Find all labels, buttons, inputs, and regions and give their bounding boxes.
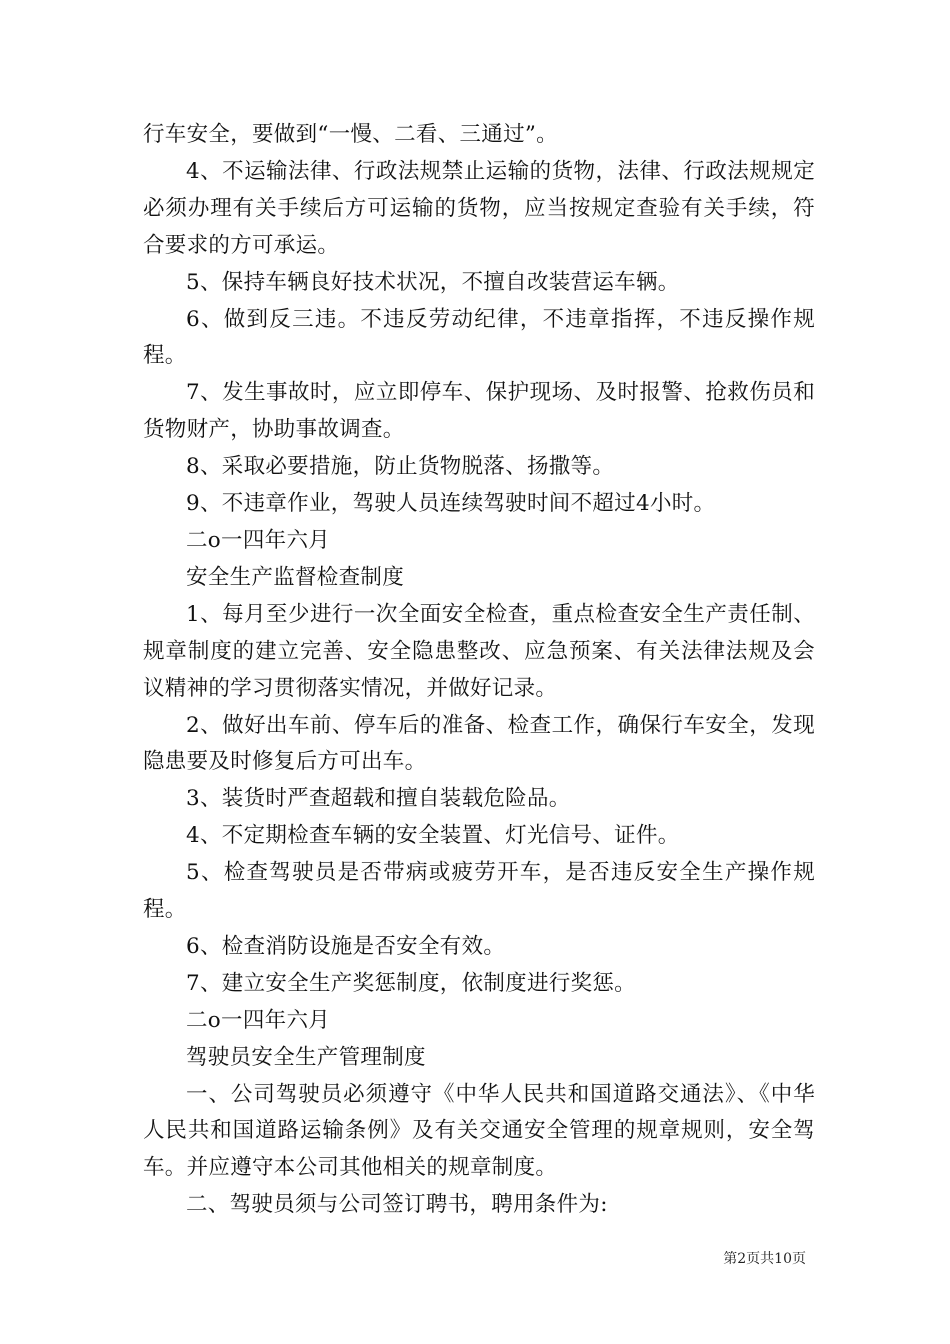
date-line: 二o一四年六月 [186, 1007, 331, 1033]
paragraph: 4、不定期检查车辆的安全装置、灯光信号、证件。 [186, 823, 680, 849]
paragraph: 二、驾驶员须与公司签订聘书，聘用条件为: [186, 1192, 608, 1218]
section-title: 安全生产监督检查制度 [186, 564, 405, 590]
paragraph: 8、采取必要措施，防止货物脱落、扬撒等。 [186, 454, 615, 480]
paragraph: 4、不运输法律、行政法规禁止运输的货物，法律、行政法规规定必须办理有关手续后方可运输的货物，应当按规定查验有关手续，符合要求的方可承运。 [143, 158, 815, 258]
paragraph: 6、做到反三违。不违反劳动纪律，不违章指挥，不违反操作规程。 [143, 306, 815, 369]
date-line: 二o一四年六月 [186, 527, 331, 553]
paragraph: 行车安全，要做到“一慢、二看、三通过”。 [143, 122, 558, 147]
paragraph: 一、公司驾驶员必须遵守《中华人民共和国道路交通法》、《中华人民共和国道路运输条例》及有关交通安全管理的规章规则，安全驾车。并应遵守本公司其他相关的规章制度。 [143, 1081, 815, 1181]
paragraph: 6、检查消防设施是否安全有效。 [186, 933, 506, 959]
paragraph: 3、装货时严查超载和擅自装载危险品。 [186, 786, 571, 812]
paragraph: 9、不违章作业，驾驶人员连续驾驶时间不超过4小时。 [186, 491, 716, 517]
paragraph: 7、发生事故时，应立即停车、保护现场、及时报警、抢救伤员和货物财产，协助事故调查。 [143, 380, 815, 443]
document-body [143, 117, 815, 1224]
paragraph: 5、保持车辆良好技术状况，不擅自改装营运车辆。 [186, 269, 680, 295]
paragraph: 5、检查驾驶员是否带病或疲劳开车，是否违反安全生产操作规程。 [143, 860, 815, 923]
section-title: 驾驶员安全生产管理制度 [186, 1044, 426, 1070]
paragraph: 7、建立安全生产奖惩制度，依制度进行奖惩。 [186, 970, 636, 996]
paragraph: 1、每月至少进行一次全面安全检查，重点检查安全生产责任制、规章制度的建立完善、安全隐患整改、应急预案、有关法律法规及会议精神的学习贯彻落实情况，并做好记录。 [143, 601, 815, 701]
page-number-footer: 第2页共10页 [723, 1251, 806, 1267]
paragraph: 2、做好出车前、停车后的准备、检查工作，确保行车安全，发现隐患要及时修复后方可出车。 [143, 712, 815, 775]
